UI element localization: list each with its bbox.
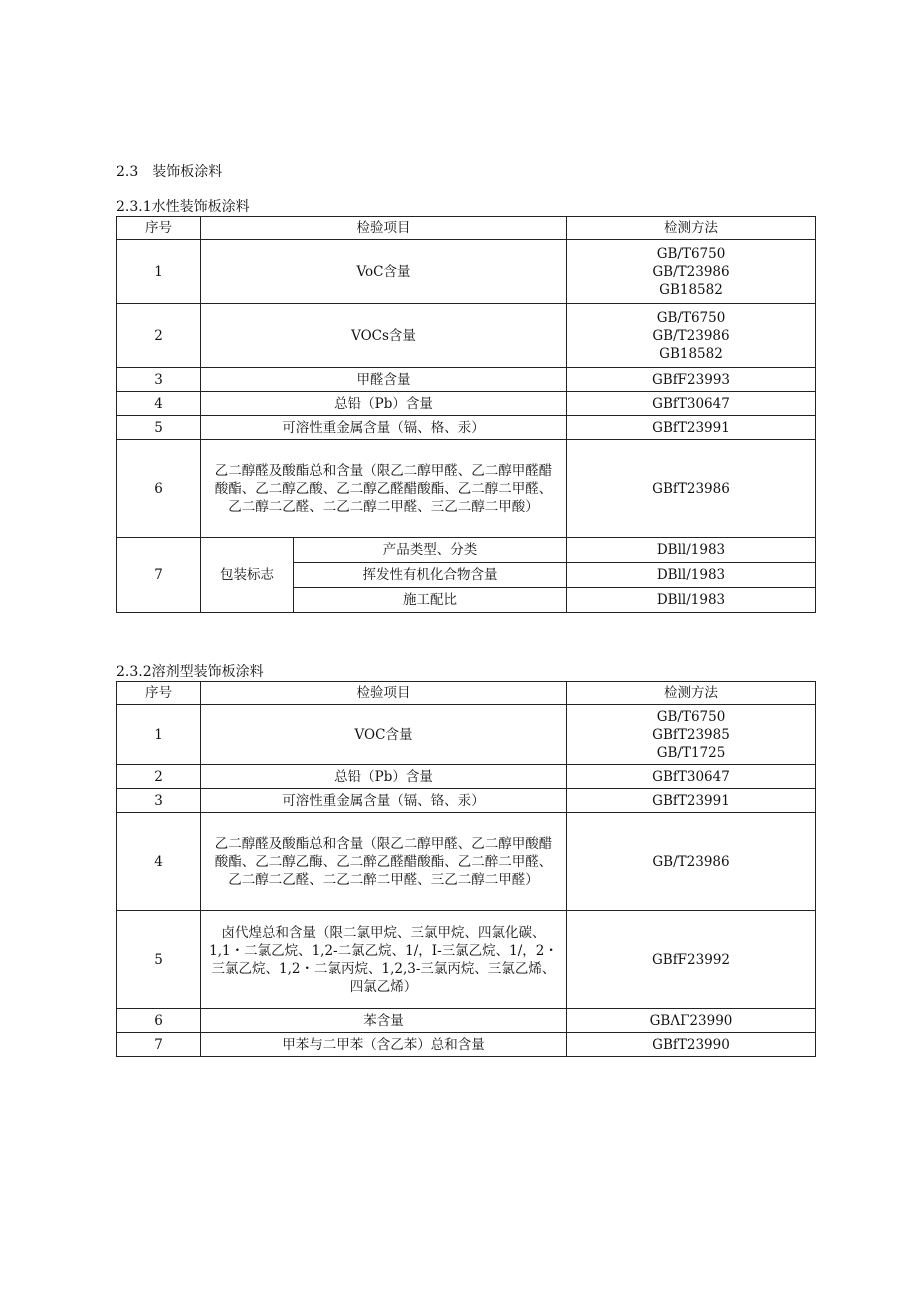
method-line: GB/T1725 <box>656 744 726 761</box>
row-method: GBfT23991 <box>567 789 816 813</box>
row-no: 2 <box>117 304 201 368</box>
table1-title: 2.3.1水性装饰板涂料 <box>116 199 250 215</box>
subrow-item: 产品类型、分类 <box>294 538 567 563</box>
subrow-method: DBll/1983 <box>567 588 816 613</box>
row-item: 可溶性重金属含量（镉、格、汞） <box>201 416 567 440</box>
row-no: 1 <box>117 240 201 304</box>
row-no: 7 <box>117 1033 201 1057</box>
header-no: 序号 <box>117 217 201 240</box>
table-row <box>117 911 816 1009</box>
header-method: 检测方法 <box>567 217 816 240</box>
header-method: 检测方法 <box>567 682 816 705</box>
row-item: 苯含量 <box>201 1009 567 1033</box>
method-line: GB18582 <box>659 281 723 298</box>
table-row <box>117 1009 816 1033</box>
subrow-item: 挥发性有机化合物含量 <box>294 563 567 588</box>
table-header-row <box>117 217 816 240</box>
table-row <box>117 440 816 538</box>
row-no: 3 <box>117 368 201 392</box>
header-item: 检验项目 <box>201 682 567 705</box>
row-method <box>567 705 816 765</box>
solvent-coating-table <box>116 681 816 1057</box>
row-method: GBΛΓ23990 <box>567 1009 816 1033</box>
row-no: 5 <box>117 911 201 1009</box>
row-item: VoC含量 <box>201 240 567 304</box>
row-no: 6 <box>117 440 201 538</box>
row-item: VOC含量 <box>201 705 567 765</box>
row-no: 2 <box>117 765 201 789</box>
row-method <box>567 240 816 304</box>
method-line: GB18582 <box>659 345 723 362</box>
table-row <box>117 392 816 416</box>
row-no: 4 <box>117 392 201 416</box>
table2-title: 2.3.2溶剂型装饰板涂料 <box>116 664 264 680</box>
row-item: 可溶性重金属含量（镉、铬、汞） <box>201 789 567 813</box>
table-header-row <box>117 682 816 705</box>
row-method: GBfF23993 <box>567 368 816 392</box>
group-no: 7 <box>117 538 201 613</box>
row-no: 5 <box>117 416 201 440</box>
row-no: 4 <box>117 813 201 911</box>
table-row <box>117 538 816 563</box>
row-item: 乙二醇醛及酸酯总和含量（限乙二醇甲醛、乙二醇甲酸醋酸酯、乙二醇乙酶、乙二醉乙醛醋酸酯、乙二醉二甲醛、乙二醇二乙醛、二乙二醉二甲醛、三乙二醇二甲醛） <box>201 813 567 911</box>
group-label: 包装标志 <box>201 538 294 613</box>
row-method: GB/T23986 <box>567 813 816 911</box>
waterborne-coating-table <box>116 216 816 613</box>
header-item: 检验项目 <box>201 217 567 240</box>
header-no: 序号 <box>117 682 201 705</box>
table-row <box>117 304 816 368</box>
method-line: GB/T6750 <box>656 708 726 725</box>
row-no: 1 <box>117 705 201 765</box>
table-row <box>117 813 816 911</box>
table-row <box>117 705 816 765</box>
method-line: GB/T23986 <box>652 327 730 344</box>
row-method: GBfT30647 <box>567 392 816 416</box>
section-title: 2.3 装饰板涂料 <box>116 164 223 180</box>
row-method <box>567 304 816 368</box>
table-row <box>117 789 816 813</box>
method-line: GB/T6750 <box>656 245 726 262</box>
table-row <box>117 765 816 789</box>
method-line: GBfT23985 <box>652 726 730 743</box>
row-no: 6 <box>117 1009 201 1033</box>
row-method: GBfT30647 <box>567 765 816 789</box>
row-item: 总铅（Pb）含量 <box>201 392 567 416</box>
row-item: VOCs含量 <box>201 304 567 368</box>
row-method: GBfT23986 <box>567 440 816 538</box>
method-line: GB/T6750 <box>656 309 726 326</box>
subrow-method: DBll/1983 <box>567 563 816 588</box>
row-item: 总铅（Pb）含量 <box>201 765 567 789</box>
row-method: GBfT23990 <box>567 1033 816 1057</box>
table-row <box>117 1033 816 1057</box>
table-row <box>117 368 816 392</box>
subrow-method: DBll/1983 <box>567 538 816 563</box>
row-item: 乙二醇醛及酸酯总和含量（限乙二醇甲醛、乙二醇甲醛醋酸酯、乙二醇乙酸、乙二醇乙醛醋酸酯、乙二醇二甲醛、乙二醇二乙醛、二乙二醇二甲醛、三乙二醇二甲酸） <box>201 440 567 538</box>
table-row <box>117 240 816 304</box>
row-item: 卤代煌总和含量（限二氯甲烷、三氯甲烷、四氯化碳、1,1・二氯乙烷、1,2-二氯乙烷、1/，I-三氯乙烷、1/，2・三氯乙烷、1,2・二氯丙烷、1,2,3-三氯丙烷、三氯乙烯、四氯乙烯） <box>201 911 567 1009</box>
row-no: 3 <box>117 789 201 813</box>
subrow-item: 施工配比 <box>294 588 567 613</box>
method-line: GB/T23986 <box>652 263 730 280</box>
row-item: 甲苯与二甲苯（含乙苯）总和含量 <box>201 1033 567 1057</box>
row-method: GBfF23992 <box>567 911 816 1009</box>
table-row <box>117 416 816 440</box>
row-item: 甲醛含量 <box>201 368 567 392</box>
row-method: GBfT23991 <box>567 416 816 440</box>
